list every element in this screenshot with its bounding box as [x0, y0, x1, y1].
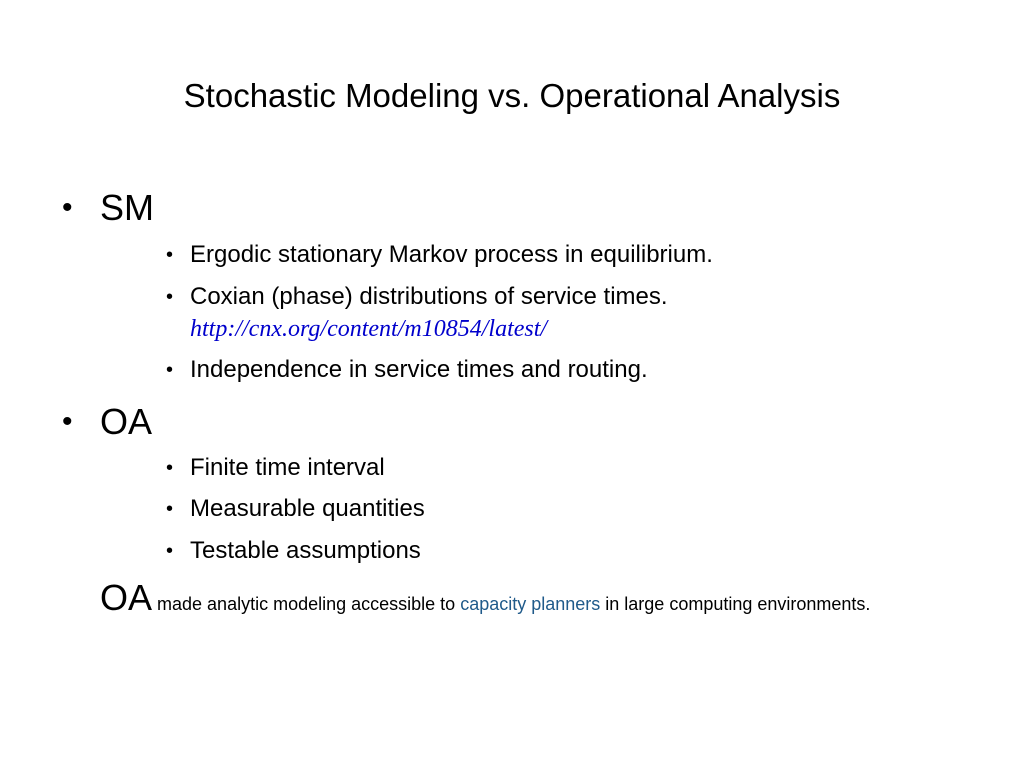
bullet-icon: • — [166, 286, 174, 308]
sm-item-1-text: Ergodic stationary Markov process in equilibrium. — [190, 241, 713, 268]
bullet-icon: • — [166, 540, 174, 562]
section-heading-oa: OA — [100, 401, 153, 442]
note-text-after: in large computing environments. — [600, 594, 871, 614]
note-lead: OA — [100, 577, 153, 618]
oa-item-2-text: Measurable quantities — [190, 495, 425, 522]
coxian-reference-link[interactable]: http://cnx.org/content/m10854/latest/ — [190, 316, 548, 342]
bullet-icon: • — [166, 498, 174, 520]
note-highlight: capacity planners — [460, 594, 601, 614]
oa-item-3-text: Testable assumptions — [190, 537, 421, 564]
oa-item-1-text: Finite time interval — [190, 454, 385, 481]
sm-item-3-text: Independence in service times and routing. — [190, 356, 648, 383]
section-heading-sm: SM — [100, 187, 154, 228]
bullet-icon: • — [62, 191, 73, 224]
summary-note — [100, 577, 900, 618]
bullet-icon: • — [166, 244, 174, 266]
sm-item-2-text: Coxian (phase) distributions of service times. — [190, 283, 668, 310]
bullet-icon: • — [166, 457, 174, 479]
note-text-before: made analytic modeling accessible to — [152, 594, 461, 614]
slide-title: Stochastic Modeling vs. Operational Analysis — [183, 77, 841, 114]
bullet-icon: • — [166, 359, 174, 381]
bullet-icon: • — [62, 405, 73, 438]
